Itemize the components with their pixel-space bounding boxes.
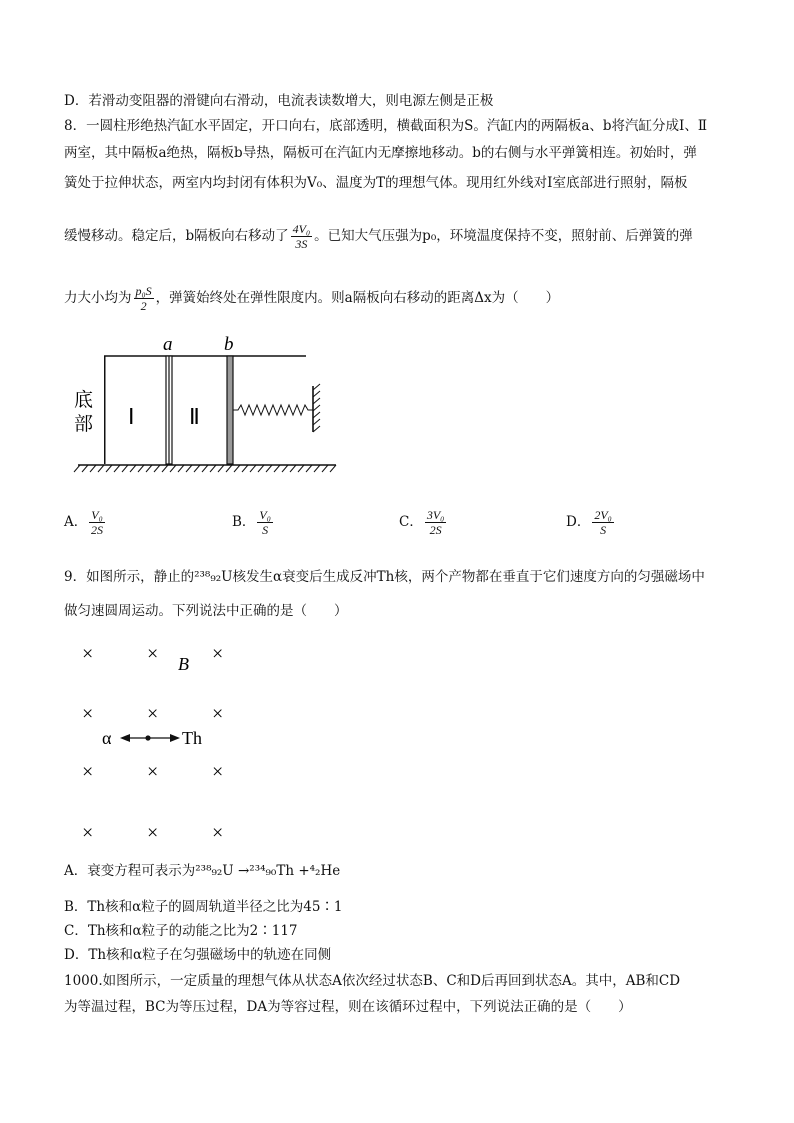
fraction-numerator: 2V₀ bbox=[594, 508, 612, 522]
q8-line5-post: ，弹簧始终处在弹性限度内。则a隔板向右移动的距离Δx为（ ） bbox=[155, 290, 560, 306]
field-cross-icon: × bbox=[82, 761, 94, 783]
q8-line4 bbox=[64, 222, 693, 251]
q9-line1: 9．如图所示，静止的²³⁸₉₂U核发生α衰变后生成反冲Th核，两个产物都在垂直于它们速度方向的匀强磁场中 bbox=[64, 569, 705, 585]
label-room-2: Ⅱ bbox=[189, 404, 200, 429]
q7-option-d: D．若滑动变阻器的滑键向右滑动，电流表读数增大，则电源左侧是正极 bbox=[64, 93, 494, 109]
label-b: b bbox=[224, 334, 234, 355]
field-cross-icon: × bbox=[82, 822, 94, 844]
q8-option-d bbox=[566, 508, 616, 537]
option-letter: B． bbox=[232, 514, 256, 530]
label-bu: 部 bbox=[74, 414, 94, 435]
field-cross-icon: × bbox=[82, 643, 94, 665]
q10-line2: 为等温过程，BC为等压过程，DA为等容过程，则在该循环过程中，下列说法正确的是（ ） bbox=[64, 999, 632, 1015]
arrow-left-icon bbox=[120, 734, 130, 742]
spring-wall-hatch bbox=[313, 384, 320, 432]
fraction-denominator: S bbox=[262, 523, 269, 537]
option-letter: A． bbox=[64, 514, 88, 530]
fraction-numerator: V₀ bbox=[91, 508, 103, 522]
fraction-denominator: 3S bbox=[295, 237, 308, 251]
q8-line1: 8．一圆柱形绝热汽缸水平固定，开口向右，底部透明，横截面积为S。汽缸内的两隔板a、b将汽缸分成Ⅰ、Ⅱ bbox=[64, 118, 708, 134]
fraction-denominator: 2 bbox=[140, 299, 147, 313]
q8-line4-pre: 缓慢移动。稳定后，b隔板向右移动了 bbox=[64, 228, 289, 244]
q9-option-d: D．Th核和α粒子在匀强磁场中的轨迹在同侧 bbox=[64, 947, 332, 963]
fraction-numerator: 3V₀ bbox=[426, 508, 445, 522]
q8-line5-pre: 力大小均为 bbox=[64, 290, 132, 306]
q8-option-c bbox=[399, 508, 448, 537]
ground-hatch bbox=[74, 465, 336, 472]
q9-magnetic-field-figure bbox=[70, 636, 270, 846]
fraction-denominator: 2S bbox=[91, 523, 103, 537]
field-cross-icon: × bbox=[212, 703, 224, 725]
field-cross-icon: × bbox=[212, 822, 224, 844]
q8-line3: 簧处于拉伸状态，两室内均封闭有体积为V₀、温度为T的理想气体。现用红外线对Ⅰ室底部进行照射，隔板 bbox=[64, 175, 688, 191]
spring bbox=[233, 405, 313, 415]
field-cross-icon: × bbox=[82, 703, 94, 725]
field-cross-icon: × bbox=[147, 761, 159, 783]
field-cross-icon: × bbox=[212, 761, 224, 783]
option-letter: D． bbox=[566, 514, 591, 530]
q9-option-c: C．Th核和α粒子的动能之比为2∶117 bbox=[64, 923, 298, 939]
q8-line4-post: 。已知大气压强为p₀，环境温度保持不变，照射前、后弹簧的弹 bbox=[314, 228, 693, 244]
partition-b bbox=[227, 356, 233, 464]
q8-cylinder-figure bbox=[70, 328, 350, 478]
option-letter: C． bbox=[399, 514, 423, 530]
option-fraction bbox=[592, 508, 614, 537]
option-fraction bbox=[257, 508, 273, 537]
fraction-denominator: S bbox=[600, 523, 607, 537]
q8-line4-fraction bbox=[291, 222, 313, 251]
q8-option-a bbox=[64, 508, 107, 537]
q8-line2: 两室，其中隔板a绝热，隔板b导热，隔板可在汽缸内无摩擦地移动。b的右侧与水平弹簧相连。初始时，弹 bbox=[64, 145, 697, 161]
field-cross-icon: × bbox=[147, 703, 159, 725]
label-a: a bbox=[163, 334, 173, 355]
field-cross-icon: × bbox=[147, 643, 159, 665]
fraction-numerator: 4V₀ bbox=[292, 222, 311, 236]
q9-line2: 做匀速圆周运动。下列说法中正确的是（ ） bbox=[64, 603, 348, 619]
q9-option-a: A．衰变方程可表示为²³⁸₉₂U →²³⁴₉₀Th +⁴₂He bbox=[64, 863, 341, 879]
q8-line5 bbox=[64, 284, 559, 313]
option-fraction bbox=[89, 508, 105, 537]
cylinder-base-wall bbox=[104, 356, 106, 464]
field-cross-icon: × bbox=[147, 822, 159, 844]
nucleus-dot bbox=[145, 735, 150, 740]
fraction-denominator: 2S bbox=[429, 523, 442, 537]
q8-option-b bbox=[232, 508, 275, 537]
field-cross-icon: × bbox=[212, 643, 224, 665]
label-di: 底 bbox=[74, 390, 94, 411]
label-room-1: Ⅰ bbox=[128, 404, 135, 429]
arrow-right-icon bbox=[170, 734, 180, 742]
label-th: Th bbox=[182, 728, 202, 748]
q10-line1: 1000.如图所示，一定质量的理想气体从状态A依次经过状态B、C和D后再回到状态A。其中，AB和CD bbox=[64, 973, 681, 989]
option-fraction bbox=[425, 508, 447, 537]
fraction-numerator: p₀S bbox=[135, 284, 152, 298]
label-alpha: α bbox=[102, 728, 112, 748]
fraction-numerator: V₀ bbox=[259, 508, 271, 522]
q9-option-b: B．Th核和α粒子的圆周轨道半径之比为45∶1 bbox=[64, 899, 343, 915]
q8-line5-fraction bbox=[134, 284, 154, 313]
label-B: B bbox=[178, 654, 189, 674]
